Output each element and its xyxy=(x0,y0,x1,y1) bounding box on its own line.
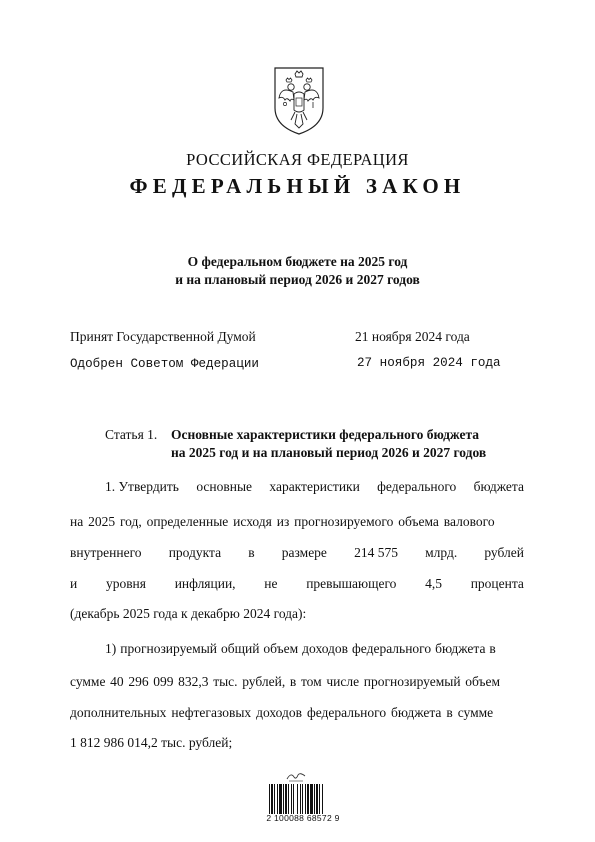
barcode-number: 2 100088 68572 9 xyxy=(266,813,340,823)
body-line: дополнительных нефтегазовых доходов федерального бюджета в сумме xyxy=(70,705,494,720)
adopted-by-duma-label: Принят Государственной Думой xyxy=(70,329,256,344)
law-title-line-1: О федеральном бюджете на 2025 год xyxy=(187,254,408,269)
body-line: и уровня инфляции, не превышающего 4,5 процента xyxy=(70,576,524,591)
article-number: Статья 1. xyxy=(105,427,158,442)
body-line: 1) прогнозируемый общий объем доходов федерального бюджета в xyxy=(105,641,496,656)
adopted-by-duma-date: 21 ноября 2024 года xyxy=(355,329,470,344)
body-line: сумме 40 296 099 832,3 тыс. рублей, в том числе прогнозируемый объем xyxy=(70,674,501,689)
body-line: внутреннего продукта в размере 214 575 млрд. рублей xyxy=(70,545,524,560)
document-type: ФЕДЕРАЛЬНЫЙ ЗАКОН xyxy=(129,174,466,198)
barcode-icon xyxy=(269,784,337,814)
handwritten-mark-icon xyxy=(285,770,307,782)
document-barcode xyxy=(263,770,341,822)
law-title-line-2: и на плановый период 2026 и 2027 годов xyxy=(175,272,420,287)
country-name: РОССИЙСКАЯ ФЕДЕРАЦИЯ xyxy=(186,150,409,169)
body-line: 1 812 986 014,2 тыс. рублей; xyxy=(70,735,233,750)
article-title-line-2: на 2025 год и на плановый период 2026 и 2027 годов xyxy=(171,445,487,460)
body-line: 1. Утвердить основные характеристики федерального бюджета xyxy=(105,479,524,494)
approved-by-federation-council-label: Одобрен Советом Федерации xyxy=(70,357,259,371)
body-line: (декабрь 2025 года к декабрю 2024 года): xyxy=(70,606,307,621)
approved-by-federation-council-date: 27 ноября 2024 года xyxy=(357,356,501,370)
body-line: на 2025 год, определенные исходя из прогнозируемого объема валового xyxy=(70,514,495,529)
article-title-line-1: Основные характеристики федерального бюджета xyxy=(171,427,480,442)
coat-of-arms-icon xyxy=(271,64,327,136)
